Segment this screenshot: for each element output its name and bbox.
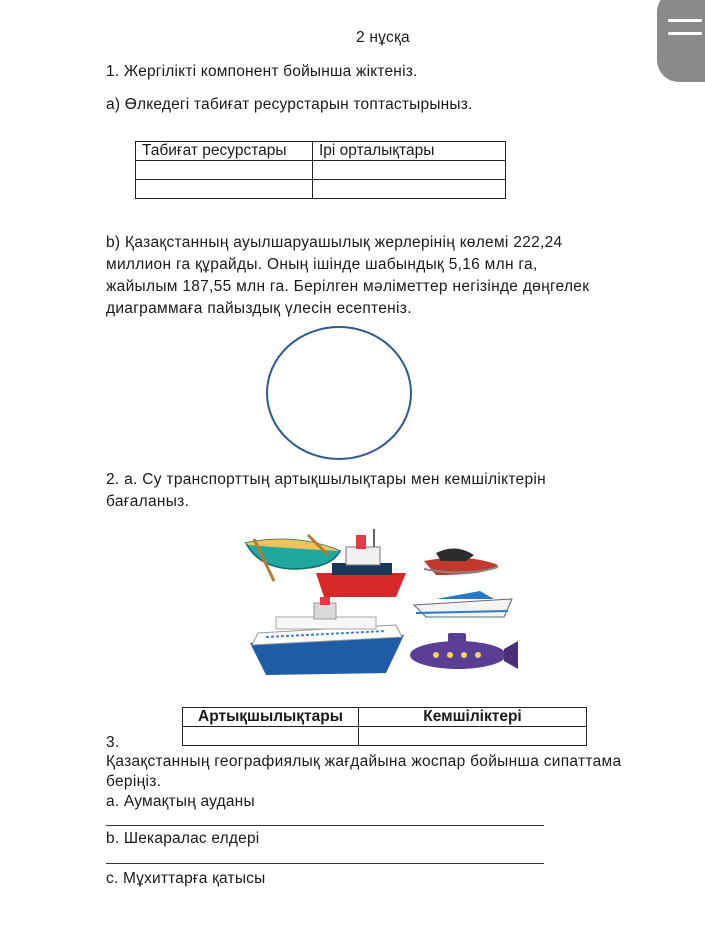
table-row (136, 161, 506, 180)
table-header-cell: Табиғат ресурстары (136, 142, 313, 161)
table-row (136, 180, 506, 199)
pie-chart-circle (262, 324, 418, 464)
paragraph-line: миллион га құрайды. Оның ішінде шабындық 5,16 млн га, (106, 256, 538, 273)
task3-text (106, 752, 676, 792)
table-header-cell: Артықшылықтары (183, 708, 359, 727)
task1-title: 1. Жергілікті компонент бойынша жіктеніз. (106, 63, 418, 80)
advantages-table (182, 707, 587, 746)
menu-button[interactable] (657, 0, 705, 82)
table-row (183, 708, 587, 727)
resources-table (135, 141, 506, 199)
task1-b-paragraph (106, 232, 666, 320)
table-header-cell: Ірі орталықтары (313, 142, 506, 161)
table-cell[interactable] (136, 161, 313, 180)
water-transport-illustration (236, 525, 526, 685)
task2-text (106, 469, 666, 513)
answer-line[interactable] (106, 825, 544, 826)
paragraph-line: беріңіз. (106, 773, 162, 790)
jet-ski-icon (424, 548, 498, 575)
task3-item-borders: b. Шекаралас елдері (106, 830, 260, 847)
paragraph-line: 2. а. Су транспорттың артықшылықтары мен кемшіліктерін (106, 471, 547, 488)
tugboat-icon (316, 529, 406, 597)
speedboat-icon (414, 591, 512, 617)
paragraph-line: бағаланыз. (106, 493, 190, 510)
table-cell[interactable] (313, 180, 506, 199)
submarine-icon (410, 633, 518, 669)
task3-number: 3. (106, 734, 120, 751)
table-cell[interactable] (136, 180, 313, 199)
paragraph-line: диаграммаға пайыздық үлесін есептеніз. (106, 300, 412, 317)
task3-item-oceans: с. Мұхиттарға қатысы (106, 870, 266, 887)
cruise-ship-icon (250, 597, 404, 675)
table-row (136, 142, 506, 161)
table-header-cell: Кемшіліктері (359, 708, 587, 727)
table-cell[interactable] (183, 727, 359, 746)
task3-item-area: а. Аумақтың ауданы (106, 793, 255, 810)
paragraph-line: жайылым 187,55 млн га. Берілген мәліметтер негізінде дөңгелек (106, 278, 590, 295)
hamburger-menu-icon (668, 19, 702, 22)
variant-heading: 2 нұсқа (356, 29, 410, 46)
table-row (183, 727, 587, 746)
task1-a-text: а) Өлкедегі табиғат ресурстарын топтастырыныз. (106, 96, 473, 113)
paragraph-line: b) Қазақстанның ауылшаруашылық жерлерінің көлемі 222,24 (106, 234, 563, 251)
answer-line[interactable] (106, 863, 544, 864)
paragraph-line: Қазақстанның географиялық жағдайына жоспар бойынша сипаттама (106, 753, 622, 770)
table-cell[interactable] (359, 727, 587, 746)
hamburger-menu-icon-line (668, 32, 702, 35)
table-cell[interactable] (313, 161, 506, 180)
